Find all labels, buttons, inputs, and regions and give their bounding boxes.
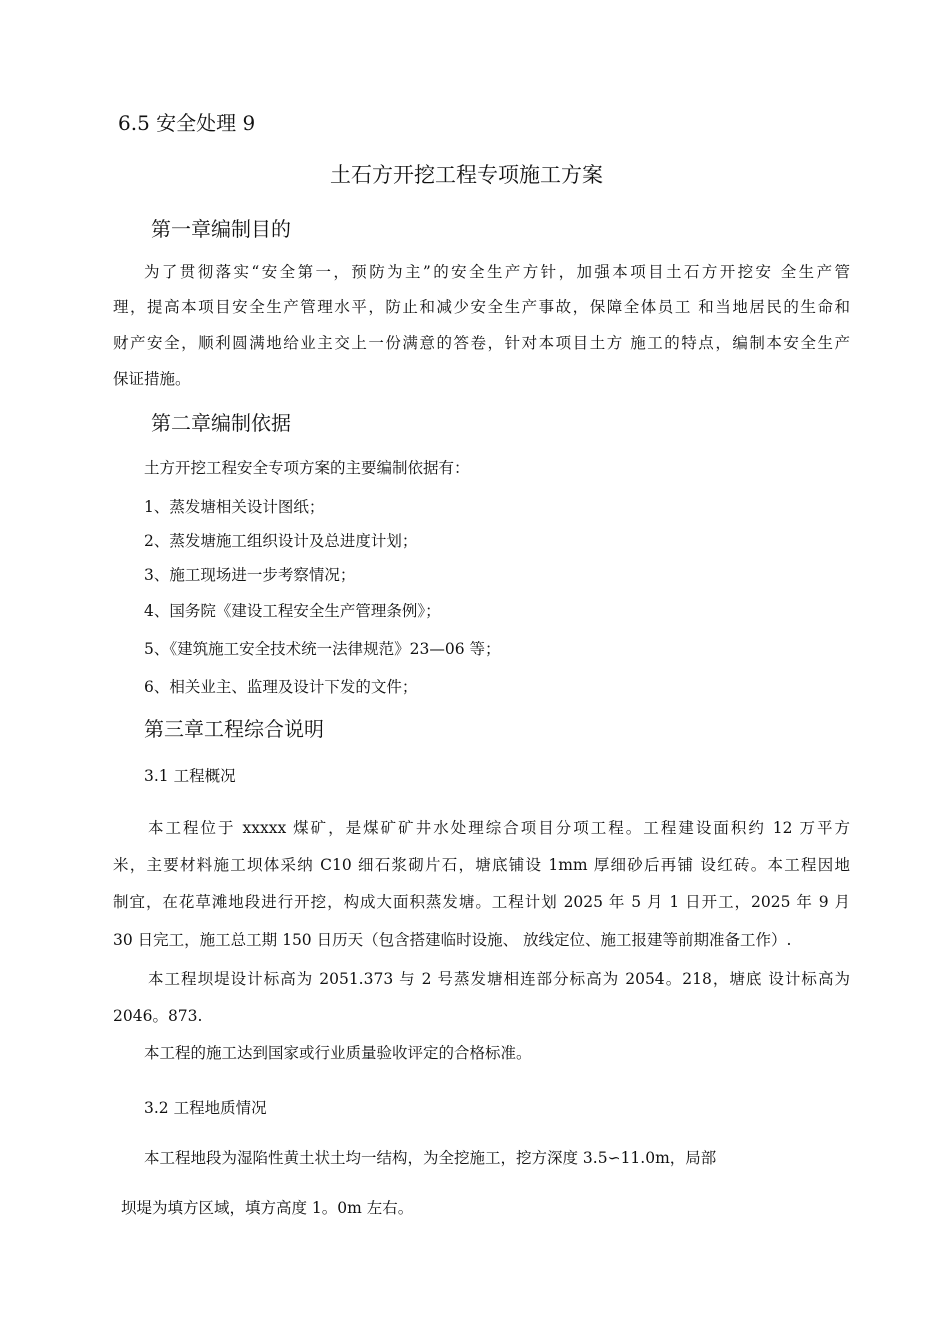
ch2-list-item: 6、相关业主、监理及设计下发的文件； xyxy=(144,678,418,696)
s31-paragraph-line: 本工程坝堤设计标高为 2051.373 与 2 号蒸发塘相连部分标高为 2054。218，塘底 设计标高为 xyxy=(148,970,850,988)
ch1-paragraph-line: 为了贯彻落实“安全第一，预防为主”的安全生产方针，加强本项目土石方开挖安 全生产管 xyxy=(144,263,850,281)
s31-paragraph-line: 米，主要材料施工坝体采纳 C10 细石浆砌片石，塘底铺设 1mm 厚细砂后再铺 设红砖。本工程因地 xyxy=(113,856,850,874)
toc-entry: 6.5 安全处理 9 xyxy=(118,111,256,135)
chapter-2-heading: 第二章编制依据 xyxy=(151,411,291,435)
s31-paragraph-line: 2046。873. xyxy=(113,1007,203,1025)
ch1-paragraph-line: 财产安全，顺利圆满地给业主交上一份满意的答卷，针对本项目土方 施工的特点，编制本安全生产 xyxy=(113,334,850,352)
chapter-1-heading: 第一章编制目的 xyxy=(151,217,291,241)
s31-paragraph-line: 30 日完工，施工总工期 150 日历天（包含搭建临时设施、 放线定位、施工报建等前期准备工作）. xyxy=(113,931,792,949)
chapter-3-heading: 第三章工程综合说明 xyxy=(144,717,324,741)
s31-paragraph-line: 本工程位于 xxxxx 煤矿，是煤矿矿井水处理综合项目分项工程。工程建设面积约 12 万平方 xyxy=(148,819,850,837)
section-3-1-title: 3.1 工程概况 xyxy=(144,767,236,785)
ch1-paragraph-line: 保证措施。 xyxy=(113,370,191,388)
ch1-paragraph-line: 理，提高本项目安全生产管理水平，防止和减少安全生产事故，保障全体员工 和当地居民的生命和 xyxy=(113,298,850,316)
document-title: 土石方开挖工程专项施工方案 xyxy=(330,163,603,187)
ch2-list-item: 4、国务院《建设工程安全生产管理条例》； xyxy=(144,602,441,620)
ch2-list-item: 2、蒸发塘施工组织设计及总进度计划； xyxy=(144,532,418,550)
s31-paragraph-line: 本工程的施工达到国家或行业质量验收评定的合格标准。 xyxy=(144,1044,532,1062)
ch2-intro: 土方开挖工程安全专项方案的主要编制依据有： xyxy=(144,459,470,477)
s32-paragraph-line: 本工程地段为湿陷性黄土状土均一结构，为全挖施工，挖方深度 3.5∽11.0m，局部 xyxy=(144,1149,717,1167)
section-3-2-title: 3.2 工程地质情况 xyxy=(144,1099,267,1117)
s31-paragraph-line: 制宜，在花草滩地段进行开挖，构成大面积蒸发塘。工程计划 2025 年 5 月 1 日开工，2025 年 9 月 xyxy=(113,893,850,911)
ch2-list-item: 5、《建筑施工安全技术统一法律规范》23—06 等； xyxy=(144,640,501,658)
s32-paragraph-line: 坝堤为填方区域，填方高度 1。0m 左右。 xyxy=(121,1199,414,1217)
ch2-list-item: 3、施工现场进一步考察情况； xyxy=(144,566,356,584)
ch2-list-item: 1、蒸发塘相关设计图纸； xyxy=(144,498,325,516)
